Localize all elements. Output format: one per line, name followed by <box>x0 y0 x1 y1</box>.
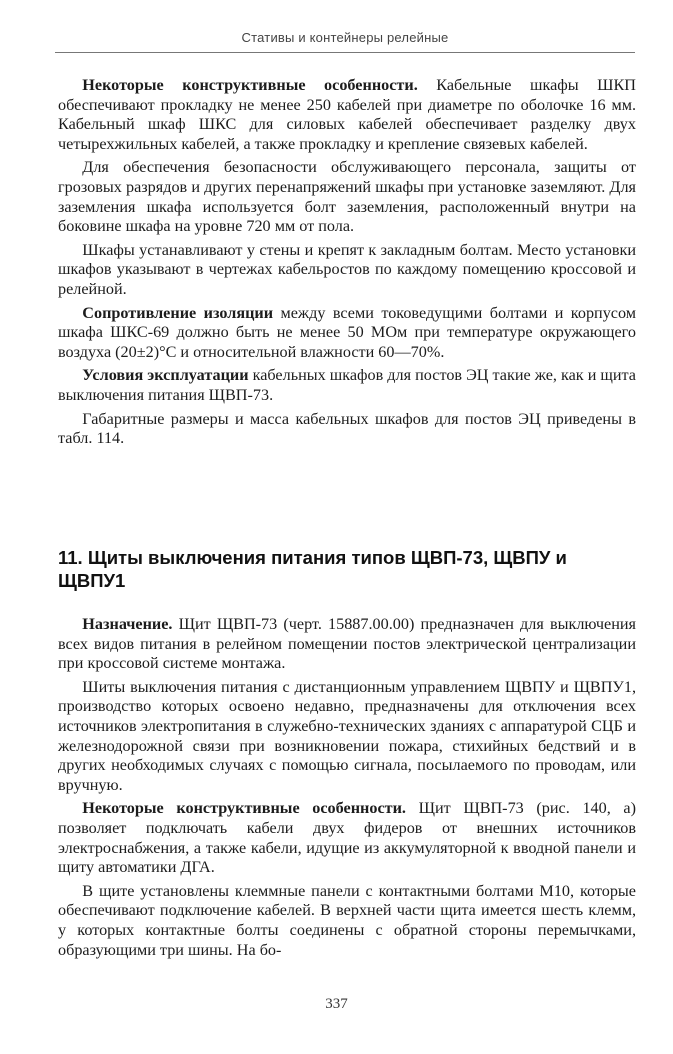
paragraph-text: между всеми токоведущими болтами и корпусом шкафа ШКС-69 должно быть не менее 50 МОм при температуре окружающего воздуха (20±2)°C и относительной влажности 60—70%. <box>58 303 637 361</box>
paragraph-lead: Назначение. <box>82 615 173 633</box>
paragraph <box>58 158 636 236</box>
paragraph-text: Для обеспечения безопасности обслуживающего персонала, защиты от грозовых разрядов и других перенапряжений шкафы при установке заземляют. Для заземления шкафа используется болт заземления, расположенный внутри на боковине шкафа на уровне 720 мм от пола. <box>58 158 636 236</box>
paragraph-lead: Некоторые конструктивные особенности. <box>82 799 406 818</box>
paragraph <box>58 366 636 405</box>
section-heading: 11. Щиты выключения питания типов ЩВП-73, ЩВПУ и ЩВПУ1 <box>58 547 567 591</box>
paragraph-text: В щите установлены клеммные панели с контактными болтами М10, которые обеспечивают подключение кабелей. В верхней части щита имеется шесть клемм, у которых контактные болты соединены с обратной стороны перемычками, образующими три шины. На бо- <box>58 881 636 959</box>
page-number: 337 <box>325 996 348 1012</box>
text-block-power-panels <box>58 615 636 964</box>
paragraph-text: Щит ЩВП-73 (черт. 15887.00.00) предназначен для выключения всех видов питания в релейном помещении постов электрической централизации при кроссовой системе монтажа. <box>58 615 636 673</box>
paragraph <box>58 799 636 877</box>
paragraph-lead: Некоторые конструктивные особенности. <box>82 76 418 94</box>
paragraph <box>58 615 636 674</box>
paragraph <box>58 304 636 363</box>
paragraph <box>58 410 636 449</box>
paragraph <box>58 882 636 960</box>
header-rule <box>55 52 635 53</box>
paragraph-text: Кабельные шкафы ШКП обеспечивают прокладку не менее 250 кабелей при диаметре по оболочке 16 мм. Кабельный шкаф ШКС для силовых кабелей обеспечивает разделку двух четырехжильных кабелей, а также прокладку и крепление связевых кабелей. <box>58 76 636 153</box>
text-block-cabinets <box>58 76 636 453</box>
paragraph-text: Шкафы устанавливают у стены и крепят к закладным болтам. Место установки шкафов указывают в чертежах кабельростов по каждому помещению кроссовой и релейной. <box>58 240 636 298</box>
paragraph-lead: Условия эксплуатации <box>82 366 249 385</box>
paragraph-lead: Сопротивление изоляции <box>82 303 274 322</box>
running-header: Стативы и контейнеры релейные <box>241 30 449 45</box>
paragraph <box>58 678 636 796</box>
paragraph <box>58 241 636 300</box>
paragraph-text: Щит ЩВП-73 (рис. 140, а) позволяет подключать кабели двух фидеров от внешних источников электроснабжения, а также кабели, идущие из аккумуляторной к вводной панели и щиту автоматики ДГА. <box>58 799 636 877</box>
paragraph-text: Шиты выключения питания с дистанционным управлением ЩВПУ и ЩВПУ1, производство которых освоено недавно, предназначены для отключения всех источников электропитания в служебно-технических зданиях с аппаратурой СЦБ и железнодорожной связи при возникновении пожара, стихийных бедствий и в других необходимых случаях с помощью сигнала, посылаемого по проводам, или вручную. <box>58 677 636 794</box>
paragraph-text: Габаритные размеры и масса кабельных шкафов для постов ЭЦ приведены в табл. 114. <box>58 409 636 448</box>
paragraph <box>58 76 636 154</box>
paragraph-text: кабельных шкафов для постов ЭЦ такие же, как и щита выключения питания ЩВП-73. <box>58 366 636 404</box>
